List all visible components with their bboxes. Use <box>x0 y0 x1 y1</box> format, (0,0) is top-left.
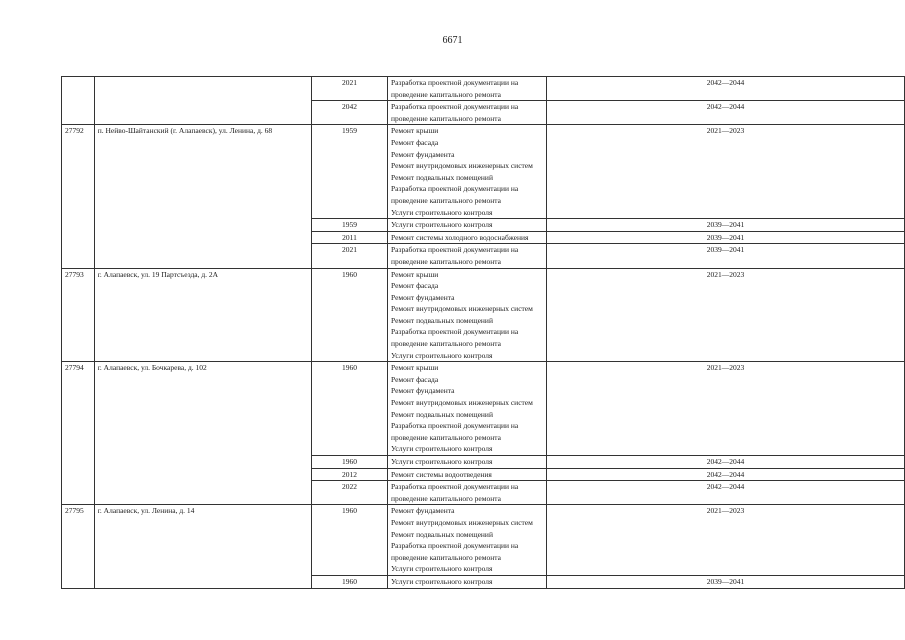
period-cell: 2021—2023 <box>547 505 905 576</box>
work-item: Ремонт фундамента <box>391 149 455 159</box>
work-item: Ремонт системы водоотведения <box>391 469 492 479</box>
work-item: проведение капитального ремонта <box>391 493 501 503</box>
year-cell: 1960 <box>312 456 388 469</box>
work-item: Ремонт фундамента <box>391 292 455 302</box>
work-item: Услуги строительного контроля <box>391 457 493 466</box>
work-item: Ремонт подвальных помещений <box>391 529 493 539</box>
house-id-cell <box>62 77 95 125</box>
period-cell: 2021—2023 <box>547 362 905 456</box>
work-item: Разработка проектной документации на <box>391 78 519 87</box>
work-item: Ремонт крыши <box>391 363 439 373</box>
year-cell: 2022 <box>312 481 388 505</box>
period-cell: 2042—2044 <box>547 456 905 469</box>
work-item: проведение капитального ремонта <box>391 432 501 442</box>
period-cell: 2039—2041 <box>547 219 905 232</box>
house-id-cell: 27794 <box>62 362 95 505</box>
work-item: Разработка проектной документации на <box>391 245 519 255</box>
works-cell <box>388 505 547 576</box>
work-item: Услуги строительного контроля <box>391 564 493 574</box>
year-cell: 1960 <box>312 362 388 456</box>
period-cell: 2042—2044 <box>547 77 905 101</box>
works-cell <box>388 575 547 588</box>
work-item: проведение капитального ремонта <box>391 552 501 562</box>
year-cell: 1959 <box>312 219 388 232</box>
year-cell: 2011 <box>312 231 388 244</box>
works-cell <box>388 101 547 125</box>
period-cell: 2039—2041 <box>547 575 905 588</box>
work-item: Ремонт фундамента <box>391 386 455 396</box>
year-cell: 2042 <box>312 101 388 125</box>
schedule-body <box>62 77 905 589</box>
work-item: Ремонт крыши <box>391 126 439 136</box>
work-item: Разработка проектной документации на <box>391 184 519 194</box>
period-cell: 2021—2023 <box>547 268 905 362</box>
work-item: Услуги строительного контроля <box>391 350 493 360</box>
work-item: Ремонт системы холодного водоснабжения <box>391 232 529 242</box>
works-cell <box>388 468 547 481</box>
period-cell: 2042—2044 <box>547 481 905 505</box>
table-row <box>62 362 905 456</box>
works-cell <box>388 219 547 232</box>
year-cell: 1960 <box>312 575 388 588</box>
work-item: Ремонт внутридомовых инженерных систем <box>391 398 533 408</box>
house-id-cell: 27795 <box>62 505 95 588</box>
work-item: Разработка проектной документации на <box>391 482 519 492</box>
table-row <box>62 125 905 219</box>
works-cell <box>388 125 547 219</box>
work-item: Разработка проектной документации на <box>391 421 519 431</box>
table-row <box>62 77 905 101</box>
year-cell: 2012 <box>312 468 388 481</box>
period-cell: 2042—2044 <box>547 101 905 125</box>
work-item: проведение капитального ремонта <box>391 195 501 205</box>
work-item: Разработка проектной документации на <box>391 102 519 112</box>
address-cell <box>94 77 311 125</box>
page-number: 6671 <box>442 35 463 46</box>
works-cell <box>388 481 547 505</box>
works-cell <box>388 362 547 456</box>
period-cell: 2042—2044 <box>547 468 905 481</box>
address-cell: г. Алапаевск, ул. Ленина, д. 14 <box>94 505 311 588</box>
year-cell: 1960 <box>312 268 388 362</box>
work-item: Услуги строительного контроля <box>391 576 493 586</box>
repair-schedule-table <box>61 76 905 589</box>
work-item: Ремонт внутридомовых инженерных систем <box>391 161 533 171</box>
work-item: Ремонт подвальных помещений <box>391 172 493 182</box>
period-cell: 2039—2041 <box>547 244 905 268</box>
work-item: Ремонт внутридомовых инженерных систем <box>391 517 533 527</box>
year-cell: 2021 <box>312 244 388 268</box>
work-item: Услуги строительного контроля <box>391 207 493 217</box>
work-item: проведение капитального ремонта <box>391 113 501 123</box>
work-item: проведение капитального ремонта <box>391 89 501 99</box>
work-item: Ремонт фасада <box>391 374 439 384</box>
work-item: проведение капитального ремонта <box>391 256 501 266</box>
work-item: Ремонт крыши <box>391 269 439 279</box>
works-cell <box>388 231 547 244</box>
table-row <box>62 505 905 576</box>
house-id-cell: 27792 <box>62 125 95 268</box>
work-item: Разработка проектной документации на <box>391 327 519 337</box>
work-item: Ремонт подвальных помещений <box>391 409 493 419</box>
year-cell: 1960 <box>312 505 388 576</box>
year-cell: 2021 <box>312 77 388 101</box>
works-cell <box>388 268 547 362</box>
works-cell <box>388 77 547 101</box>
house-id-cell: 27793 <box>62 268 95 362</box>
work-item: Ремонт фасада <box>391 281 439 291</box>
address-cell: г. Алапаевск, ул. 19 Партсъезда, д. 2А <box>94 268 311 362</box>
work-item: Ремонт фасада <box>391 137 439 147</box>
work-item: Разработка проектной документации на <box>391 541 519 551</box>
work-item: Ремонт подвальных помещений <box>391 315 493 325</box>
year-cell: 1959 <box>312 125 388 219</box>
work-item: Ремонт внутридомовых инженерных систем <box>391 304 533 314</box>
address-cell: п. Нейво-Шайтанский (г. Алапаевск), ул. Ленина, д. 68 <box>94 125 311 268</box>
work-item: Услуги строительного контроля <box>391 444 493 454</box>
work-item: Ремонт фундамента <box>391 506 455 516</box>
period-cell: 2021—2023 <box>547 125 905 219</box>
table-row <box>62 268 905 362</box>
works-cell <box>388 244 547 268</box>
work-item: проведение капитального ремонта <box>391 339 501 349</box>
period-cell: 2039—2041 <box>547 231 905 244</box>
address-cell: г. Алапаевск, ул. Бочкарева, д. 102 <box>94 362 311 505</box>
work-item: Услуги строительного контроля <box>391 220 493 230</box>
works-cell <box>388 456 547 469</box>
